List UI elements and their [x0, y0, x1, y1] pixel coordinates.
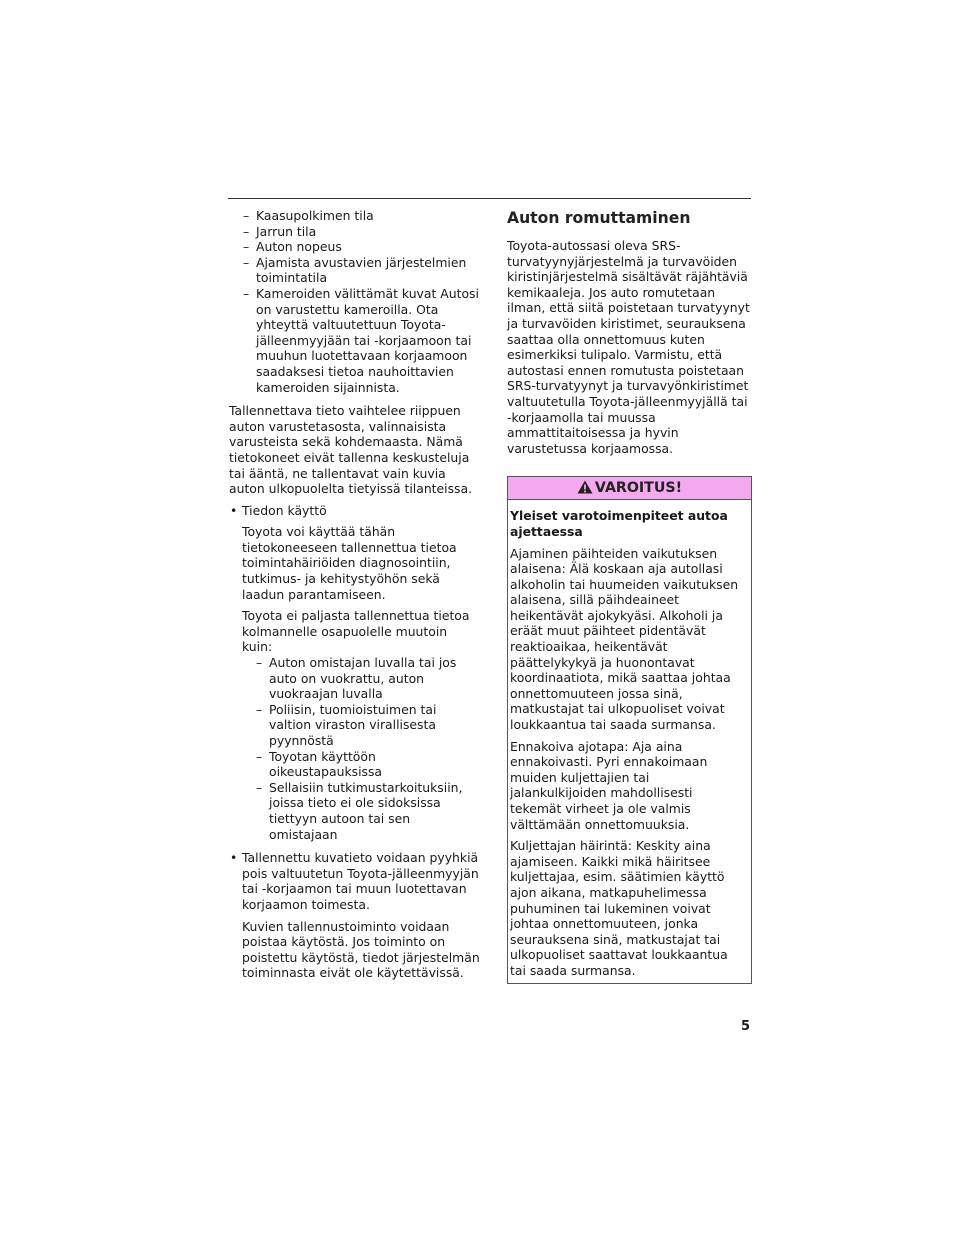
bullet-data-usage: • Tiedon käyttö: [229, 503, 481, 519]
list-item: – Kameroiden välittämät kuvat Autosi on varustettu kameroilla. Ota yhteyttä valtuutettuun Toyota-jälleenmyyjään tai -korjaamoon tai muuhun luotettavaan korjaamoon saadaksesi tietoa nauhoittavien kameroiden sijainnista.: [229, 286, 481, 395]
list-item: – Ajamista avustavien järjestelmien toimintatila: [229, 255, 481, 286]
bullet-image-data: • Tallennettu kuvatieto voidaan pyyhkiä pois valtuutetun Toyota-jälleenmyyjän tai -korjaamon tai muun luotettavan korjaamon toimesta.: [229, 850, 481, 912]
list-item: – Kaasupolkimen tila: [229, 208, 481, 224]
warning-paragraph: Ennakoiva ajotapa: Aja aina ennakoivasti. Pyri ennakoimaan muiden kuljettajien tai jalankulkijoiden mahdollisesti tekemät virheet ja ole valmis välttämään onnettomuuksia.: [510, 738, 708, 832]
warning-header: [508, 477, 751, 500]
warning-label: VAROITUS!: [594, 480, 683, 497]
warning-box: [507, 476, 752, 983]
warning-body: [508, 500, 751, 982]
left-column: [229, 208, 481, 981]
warning-paragraph: Kuljettajan häirintä: Keskity aina ajamiseen. Kaikki mikä häiritsee kuljettajaa, esim. säätimien käyttö ajon aikana, matkapuhelimessa puhuminen tai lukeminen voivat johtaa onnettomuuteen, jonka seurauksena sinä, matkustajat tai ulkopuoliset saattavat loukkaantua tai saada surmansa.: [510, 838, 728, 978]
paragraph-image-recording: Kuvien tallennustoiminto voidaan poistaa käytöstä. Jos toiminto on poistettu käytöstä, tiedot järjestelmän toiminnasta eivät ole käytettävissä.: [242, 918, 480, 981]
list-item: – Auton omistajan luvalla tai jos auto on vuokrattu, auton vuokraajan luvalla: [242, 655, 481, 702]
disclosure-list: [229, 655, 481, 842]
paragraph-scrapping: Toyota-autossasi oleva SRS-turvatyynyjärjestelmä ja turvavöiden kiristinjärjestelmä sisältävät räjähtäviä kemikaaleja. Jos auto romutetaan ilman, että siitä poistetaan turvatyynyt ja turvavöiden kiristimet, seurauksena saattaa olla onnettomuus kuten esimerkiksi tulipalo. Varmistu, että autostasi ennen romutusta poistetaan SRS-turvatyynyt ja turvavyönkiristimet valtuutetulla Toyota-jälleenmyyjällä tai -korjaamolla tai muussa ammattitaitoisessa ja hyvin varustetussa korjaamossa.: [507, 238, 750, 456]
list-item: – Toyotan käyttöön oikeustapauksissa: [242, 749, 481, 780]
list-item: – Poliisin, tuomioistuimen tai valtion viraston virallisesta pyynnöstä: [242, 702, 481, 749]
paragraph-data-usage-2: Toyota ei paljasta tallennettua tietoa kolmannelle osapuolelle muutoin kuin:: [242, 608, 470, 655]
section-heading: Auton romuttaminen: [507, 209, 691, 227]
top-rule: [228, 198, 751, 199]
warning-triangle-icon: [577, 480, 593, 494]
right-column: [507, 208, 752, 984]
warning-paragraph: Ajaminen päihteiden vaikutuksen alaisena: Älä koskaan aja autollasi alkoholin tai huumeiden vaikutuksen alaisena, sillä päihdeaineet heikentävät ajokykyäsi. Alkoholi ja eräät muut päihteet pidentävät reaktioaikaa, heikentävät päättelykykyä ja huonontavat koordinaatiota, mikä saattaa johtaa onnettomuuteen jossa sinä, matkustajat tai ulkopuoliset voivat loukkaantua tai saada surmansa.: [510, 545, 739, 733]
paragraph-data-usage-1: Toyota voi käyttää tähän tietokoneeseen tallennettua tietoa toimintahäiriöiden diagnosointiin, tutkimus- ja kehitystyöhön sekä laadun parantamiseen.: [242, 524, 457, 602]
paragraph-recorded-data: Tallennettava tieto vaihtelee riippuen auton varustetasosta, valinnaisista varusteista sekä kohdemaasta. Nämä tietokoneet eivät tallenna keskusteluja tai ääntä, ne tallentavat vain kuvia auton ulkopuolelta tietyissä tilanteissa.: [229, 403, 473, 497]
page-number: 5: [741, 1019, 751, 1034]
list-item: – Sellaisiin tutkimustarkoituksiin, joissa tieto ei ole sidoksissa tiettyyn autoon tai sen omistajaan: [242, 780, 481, 842]
list-item: – Jarrun tila: [229, 224, 481, 240]
warning-title: Yleiset varotoimenpiteet autoa ajettaessa: [510, 508, 728, 539]
list-item: – Auton nopeus: [229, 239, 481, 255]
